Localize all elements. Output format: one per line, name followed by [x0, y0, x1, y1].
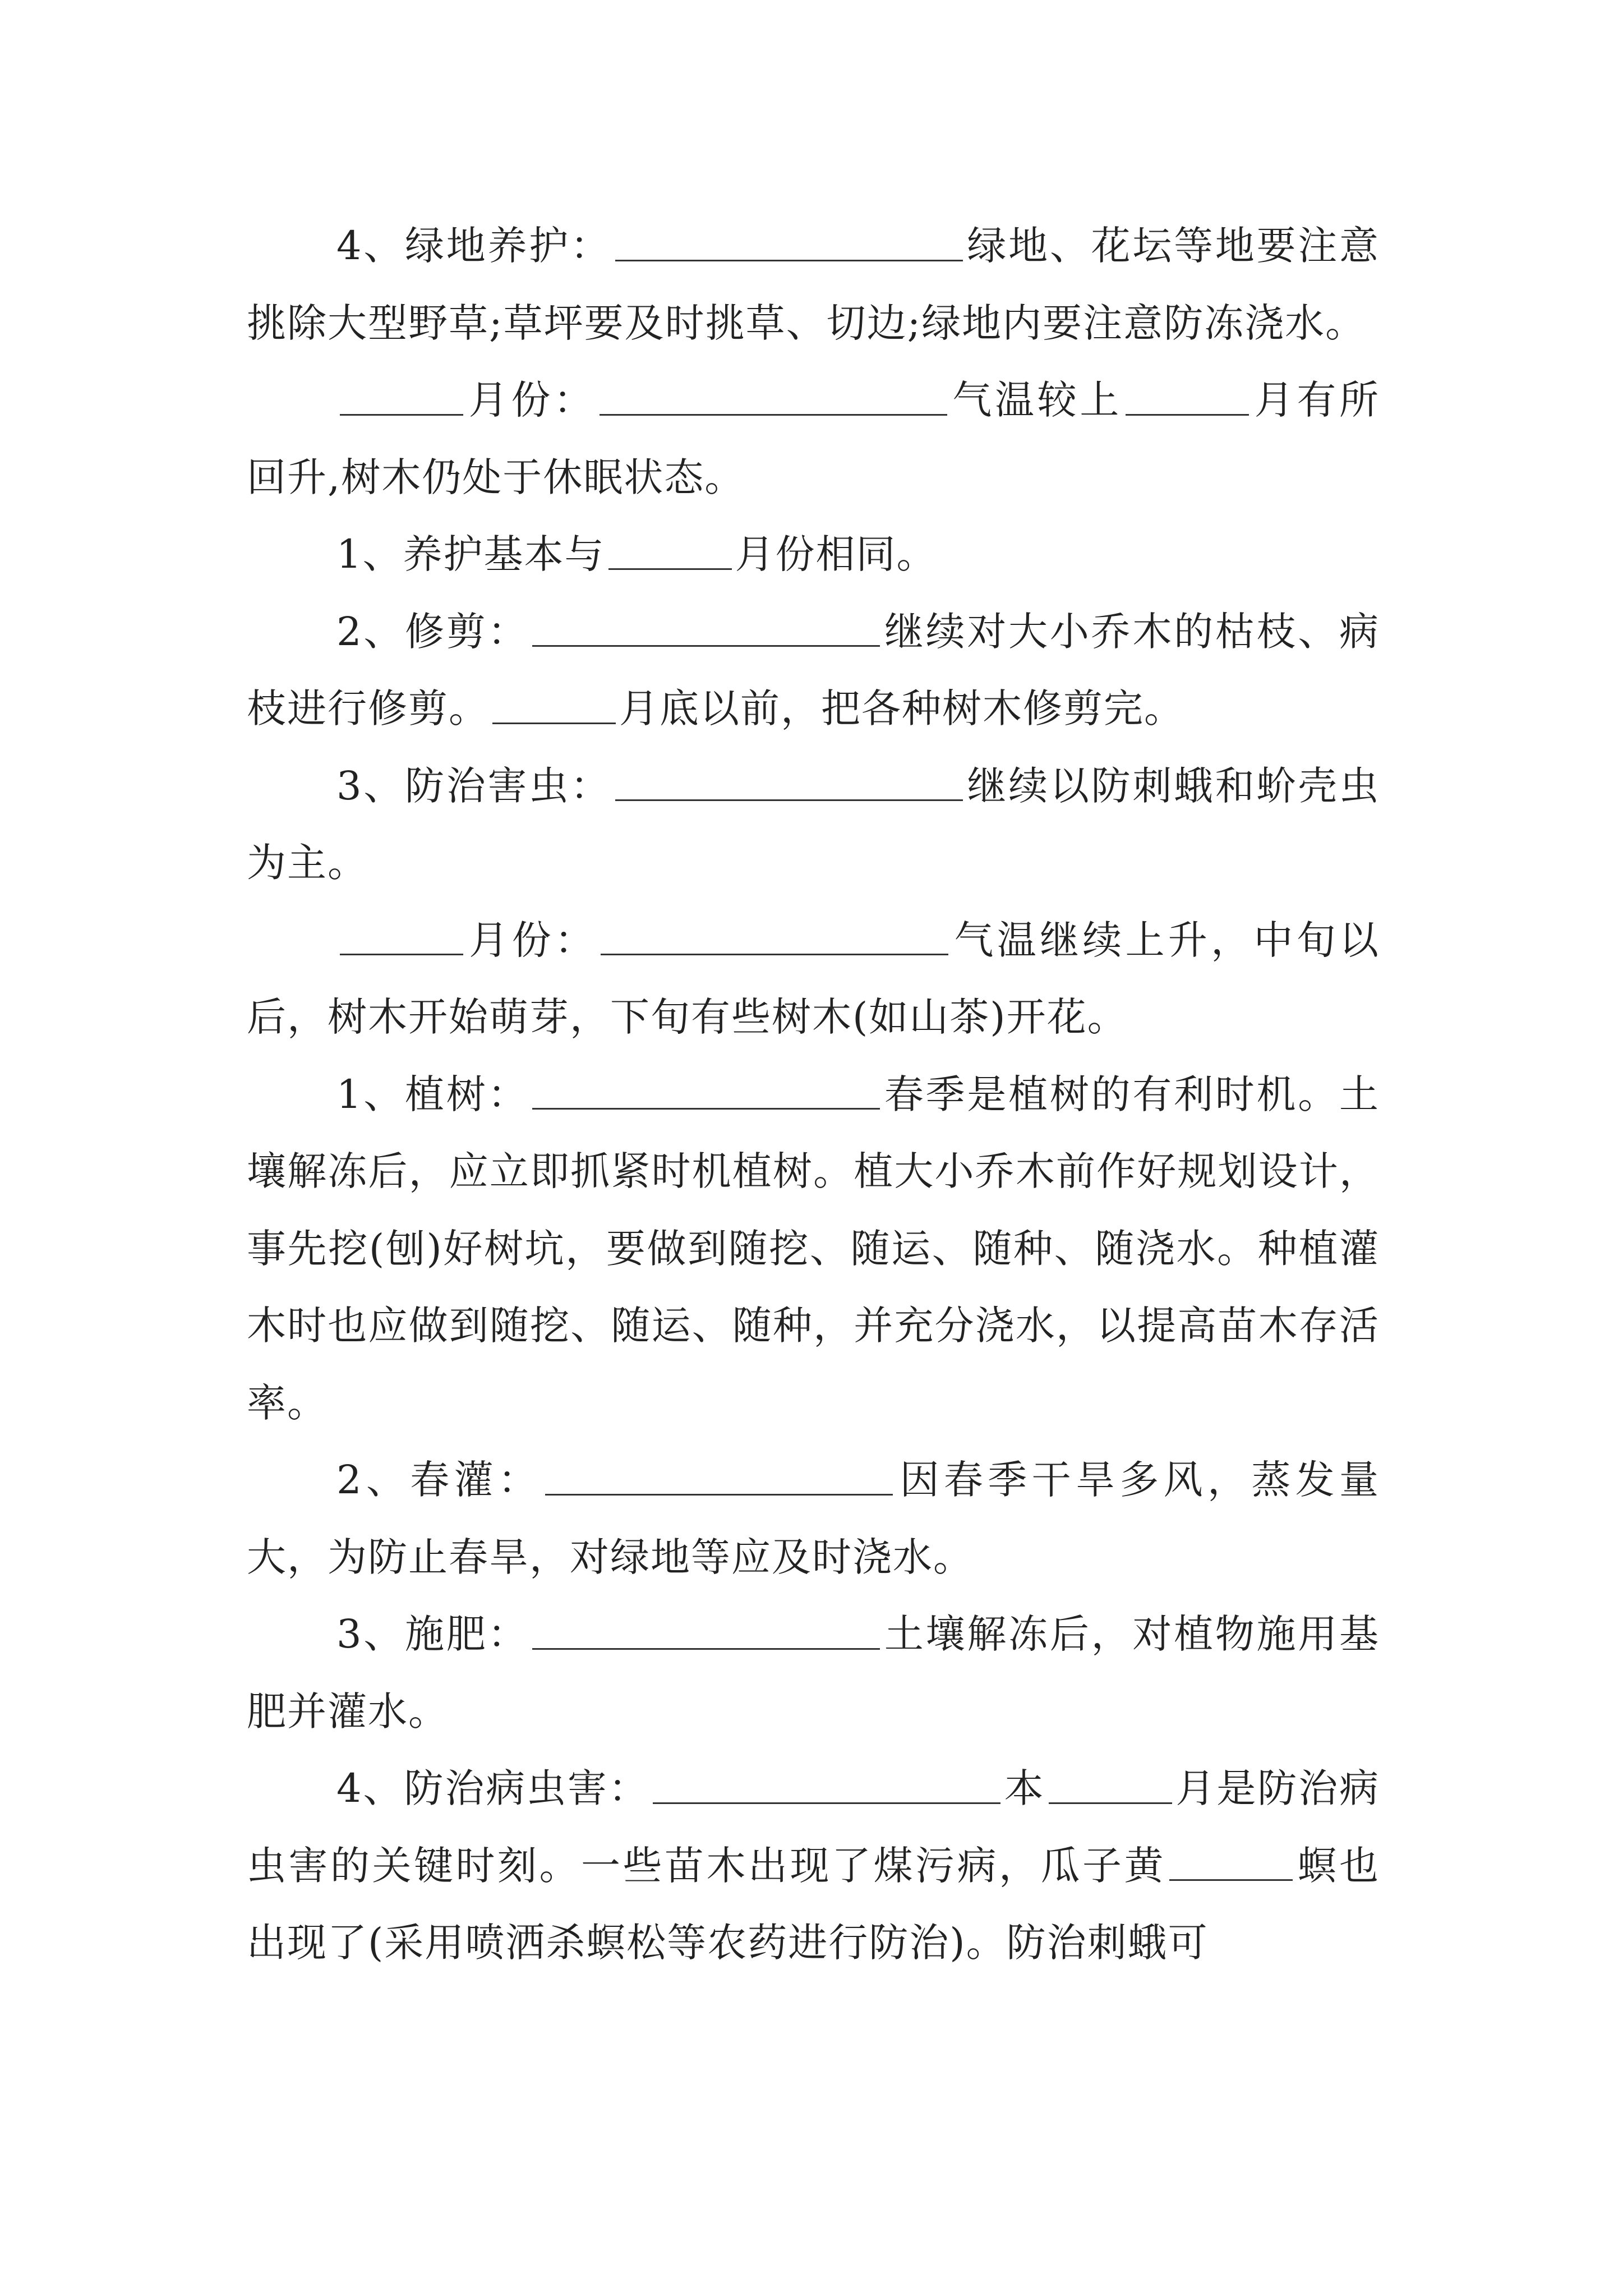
paragraph-5	[247, 748, 1380, 902]
paragraph-text: 月份：	[467, 917, 598, 963]
paragraph-3	[247, 516, 1380, 593]
paragraph-text: 月份：	[467, 377, 596, 423]
paragraph-2	[247, 362, 1380, 516]
paragraph-text: 继续对大小乔木的枯枝、病枝进行修剪。	[247, 608, 1380, 731]
paragraph-text: 3、防治害虫：	[336, 762, 612, 809]
paragraph-6	[247, 902, 1380, 1056]
paragraph-text: 4、绿地养护：	[336, 223, 612, 269]
paragraph-1	[247, 208, 1380, 362]
paragraph-text: 2、春灌：	[336, 1457, 542, 1503]
paragraph-text: 月有所回升,树木仍处于休眠状态。	[247, 377, 1380, 500]
paragraph-text: 继续以防刺蛾和蚧壳虫为主。	[247, 762, 1380, 886]
fill-in-blank	[615, 222, 963, 261]
fill-in-blank	[615, 762, 963, 802]
paragraph-text: 土壤解冻后，对植物施用基肥并灌水。	[247, 1611, 1380, 1734]
fill-in-blank	[608, 531, 732, 570]
paragraph-8	[247, 1442, 1380, 1596]
paragraph-text: 月是防治病虫害的关键时刻。一些苗木出现了煤污病，瓜子黄	[247, 1765, 1380, 1889]
paragraph-text: 螟也出现了(采用喷洒杀螟松等农药进行防治)。防治刺蛾可	[247, 1842, 1380, 1966]
document-body	[247, 208, 1380, 1982]
fill-in-blank	[545, 1456, 893, 1496]
fill-in-blank	[532, 1071, 880, 1110]
paragraph-text: 月底以前，把各种树木修剪完。	[619, 685, 1184, 731]
paragraph-text: 月份相同。	[735, 531, 937, 577]
paragraph-text: 气温较上	[950, 377, 1123, 423]
fill-in-blank	[340, 917, 463, 956]
paragraph-7	[247, 1056, 1380, 1442]
fill-in-blank	[1126, 376, 1249, 416]
paragraph-text: 4、防治病虫害：	[336, 1765, 649, 1811]
paragraph-text: 1、植树：	[336, 1071, 529, 1117]
fill-in-blank	[1049, 1765, 1172, 1804]
paragraph-text: 因春季干旱多风，蒸发量大，为防止春旱，对绿地等应及时浇水。	[247, 1457, 1380, 1580]
fill-in-blank	[532, 1611, 880, 1650]
fill-in-blank	[532, 608, 880, 647]
paragraph-text: 本	[1003, 1765, 1045, 1811]
fill-in-blank	[600, 376, 947, 416]
fill-in-blank	[340, 376, 463, 416]
paragraph-text: 2、修剪：	[336, 608, 529, 655]
fill-in-blank	[653, 1765, 1000, 1804]
fill-in-blank	[1169, 1842, 1293, 1881]
fill-in-blank	[492, 685, 616, 724]
paragraph-text: 绿地、花坛等地要注意挑除大型野草;草坪要及时挑草、切边;绿地内要注意防冻浇水。	[247, 223, 1380, 346]
paragraph-text: 气温继续上升，中旬以后，树木开始萌芽，下旬有些树木(如山茶)开花。	[247, 917, 1380, 1040]
paragraph-text: 春季是植树的有利时机。土壤解冻后，应立即抓紧时机植树。植大小乔木前作好规划设计，事先挖(刨)好树坑，要做到随挖、随运、随种、随浇水。种植灌木时也应做到随挖、随运、随种，并充分浇水，以提高苗木存活率。	[247, 1071, 1380, 1426]
paragraph-text: 1、养护基本与	[336, 531, 605, 577]
paragraph-4	[247, 593, 1380, 748]
paragraph-text: 3、施肥：	[336, 1611, 529, 1657]
fill-in-blank	[601, 917, 948, 956]
paragraph-10	[247, 1750, 1380, 1982]
paragraph-9	[247, 1596, 1380, 1750]
